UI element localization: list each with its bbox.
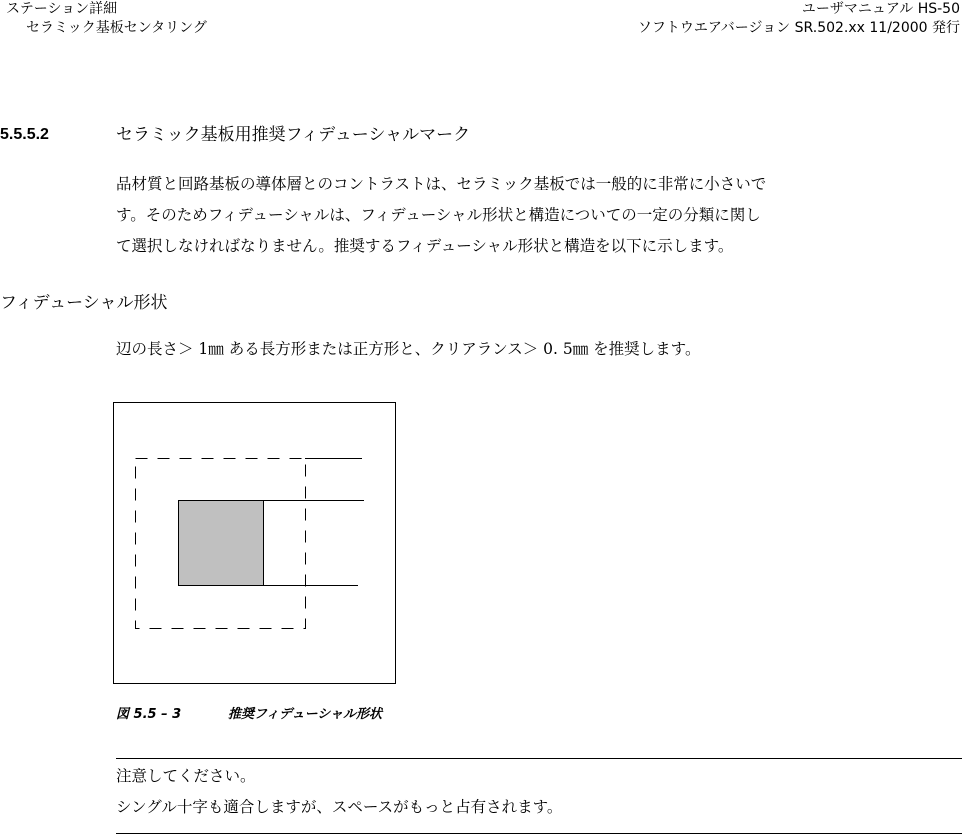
figure-caption-number: 図 5.5 – 3 (116, 707, 182, 722)
fiducial-square (179, 501, 264, 586)
intro-line: て選択しなければなりません。推奨するフィデューシャル形状と構造を以下に示します。 (116, 237, 734, 255)
note-text: シングル十字も適合しますが、スペースがもっと占有されます。 (116, 798, 563, 816)
note-bottom-rule (116, 833, 962, 834)
note-top-rule (116, 758, 962, 759)
header-version: ソフトウエアバージョン SR.502.xx 11/2000 発行 (637, 20, 960, 36)
intro-paragraph (116, 169, 962, 262)
figure-caption-title: 推奨フィデューシャル形状 (228, 707, 383, 722)
intro-line: す。そのためフィデューシャルは、フィデューシャル形状と構造についての一定の分類に関し (116, 206, 761, 224)
fiducial-shape-figure (112, 401, 398, 687)
section-number: 5.5.5.2 (0, 126, 49, 143)
subsection-line: 辺の長さ＞ 1㎜ ある長方形または正方形と、クリアランス＞ 0. 5㎜ を推奨します。 (116, 340, 701, 358)
intro-line: 品材質と回路基板の導体層とのコントラストは、セラミック基板では一般的に非常に小さいで (116, 175, 767, 193)
header-chapter: ステーション詳細 (6, 1, 118, 17)
subsection-title: フィデューシャル形状 (0, 293, 168, 313)
subsection-text (116, 334, 962, 365)
header-section: セラミック基板センタリング (26, 20, 207, 36)
section-title: セラミック基板用推奨フィデューシャルマーク (116, 125, 471, 145)
header-manual-title: ユーザマニュアル HS-50 (801, 1, 960, 17)
note-title: 注意してください。 (116, 767, 256, 785)
